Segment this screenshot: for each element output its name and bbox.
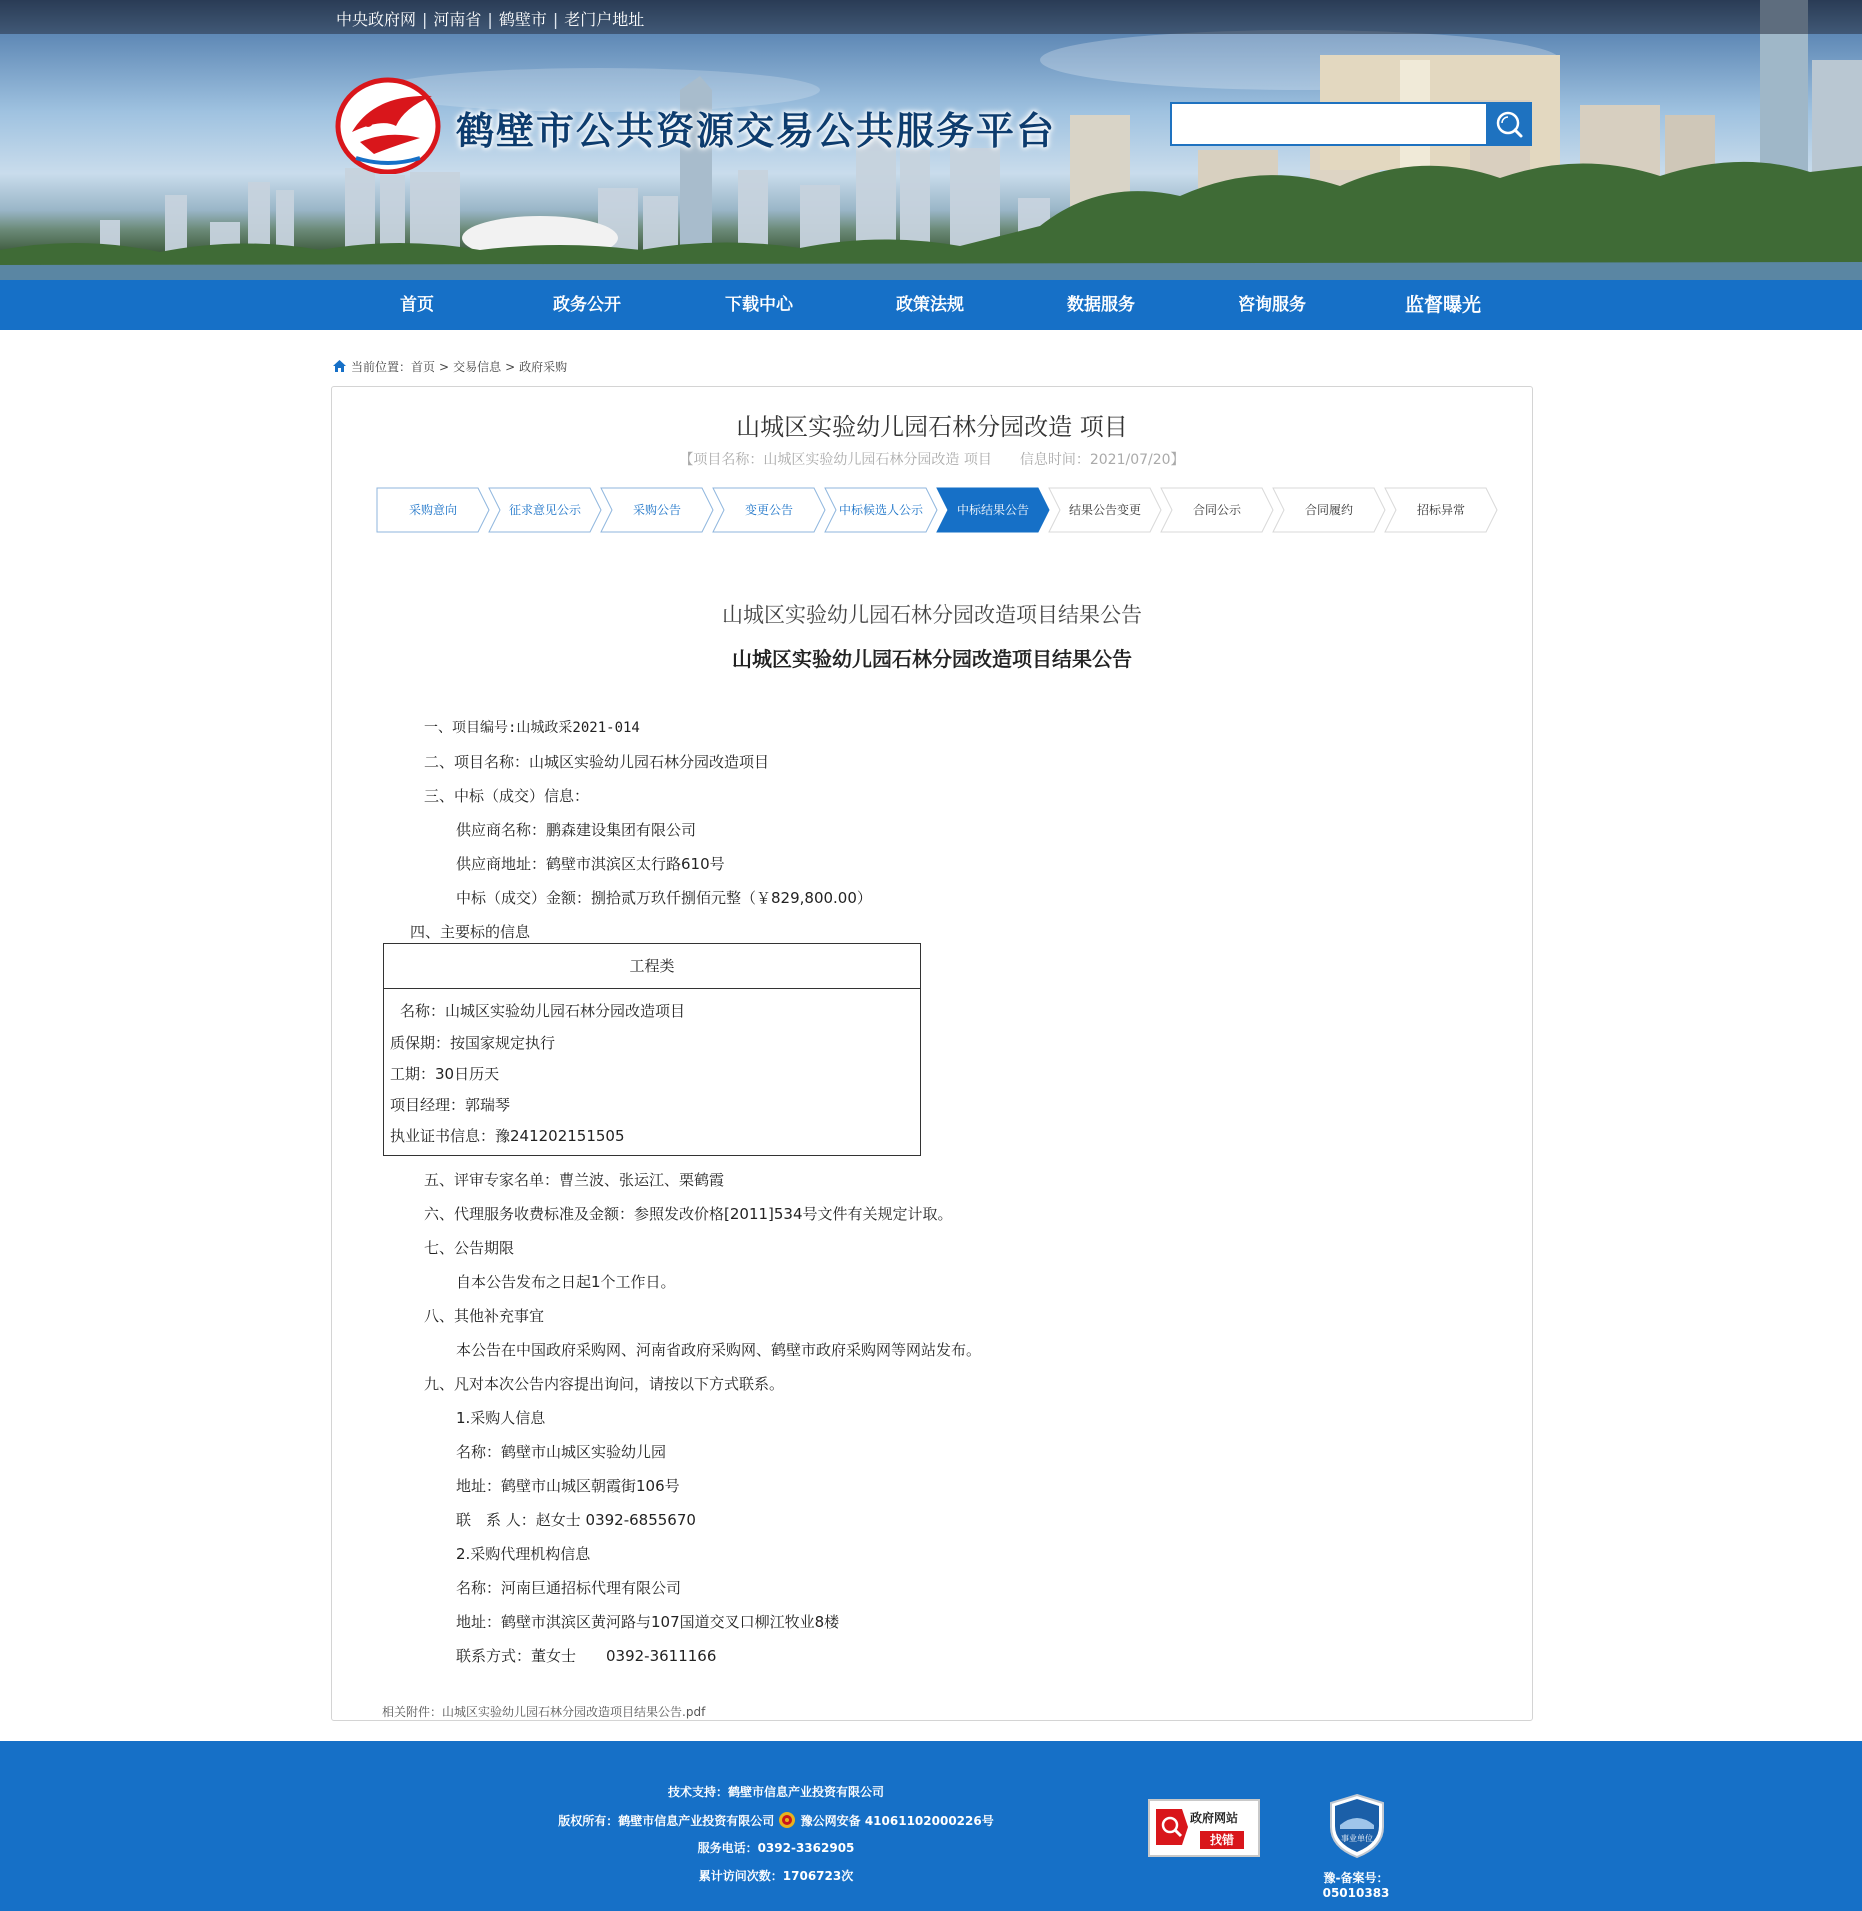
breadcrumb-gov-procurement[interactable]: 政府采购 — [519, 360, 568, 374]
section-project-name: 二、项目名称：山城区实验幼儿园石林分园改造项目 — [424, 753, 770, 771]
agency-contact: 联系方式：董女士 0392-3611166 — [456, 1647, 717, 1665]
footer-copyright: 版权所有：鹤壁市信息产业投资有限公司 — [558, 1814, 775, 1828]
section-contact: 九、凡对本次公告内容提出询问，请按以下方式联系。 — [424, 1375, 785, 1393]
search-button[interactable] — [1486, 102, 1532, 146]
step-label: 采购意向 — [408, 503, 457, 517]
site-logo-icon[interactable] — [334, 74, 446, 174]
table-row: 质保期：按国家规定执行 — [390, 1034, 556, 1052]
step-9[interactable] — [1272, 487, 1386, 533]
header-banner — [0, 0, 1862, 280]
other-body: 本公告在中国政府采购网、河南省政府采购网、鹤壁市政府采购网等网站发布。 — [456, 1341, 982, 1359]
supplier-name: 供应商名称：鹏森建设集团有限公司 — [456, 821, 697, 839]
home-icon — [332, 359, 347, 373]
breadcrumb-separator: > — [439, 360, 450, 374]
site-title: 鹤壁市公共资源交易公共服务平台 — [456, 108, 1057, 153]
nav-consulting[interactable]: 咨询服务 — [1238, 295, 1306, 315]
supplier-address: 供应商地址：鹤壁市淇滨区太行路610号 — [456, 855, 725, 873]
section-project-number — [424, 717, 640, 737]
section-experts: 五、评审专家名单：曹兰波、张运江、栗鹤霞 — [424, 1171, 725, 1189]
agency-info-title: 2.采购代理机构信息 — [456, 1545, 591, 1563]
nav-gov-affairs[interactable]: 政务公开 — [553, 295, 621, 315]
agency-name: 名称：河南巨通招标代理有限公司 — [456, 1579, 682, 1597]
top-separator: | — [552, 10, 559, 29]
step-5[interactable] — [824, 487, 938, 533]
section-subject-info: 四、主要标的信息 — [410, 923, 531, 941]
footer-police-record[interactable]: 豫公网安备 41061102000226号 — [800, 1814, 994, 1828]
page-meta: 【项目名称：山城区实验幼儿园石林分园改造 项目 信息时间：2021/07/20】 — [679, 452, 1185, 468]
footer — [0, 1741, 1862, 1911]
search-input[interactable] — [1170, 102, 1496, 146]
step-label: 采购公告 — [632, 503, 681, 517]
step-1[interactable] — [376, 487, 490, 533]
step-10[interactable] — [1384, 487, 1498, 533]
police-badge-icon — [778, 1811, 796, 1829]
magnifier-icon — [1154, 1805, 1190, 1849]
section-agency-fee: 六、代理服务收费标准及金额：参照发改价格[2011]534号文件有关规定计取。 — [424, 1205, 953, 1223]
badge-gov-site-text: 政府网站 — [1190, 1811, 1239, 1825]
content-panel — [331, 386, 1533, 1721]
step-label: 中标候选人公示 — [838, 503, 923, 517]
breadcrumb-label: 当前位置： — [351, 360, 412, 374]
link-henan[interactable]: 河南省 — [433, 10, 482, 29]
award-amount: 中标（成交）金额：捌拾贰万玖仟捌佰元整（￥829,800.00） — [456, 889, 872, 907]
nav-data-service[interactable]: 数据服务 — [1067, 295, 1135, 315]
table-row: 工期：30日历天 — [390, 1065, 500, 1083]
notice-heading: 山城区实验幼儿园石林分园改造项目结果公告 — [722, 603, 1142, 627]
step-label: 招标异常 — [1416, 503, 1465, 517]
link-central-gov[interactable]: 中央政府网 — [336, 10, 417, 29]
step-label: 变更公告 — [744, 503, 793, 517]
nav-home[interactable]: 首页 — [400, 295, 434, 315]
step-4[interactable] — [712, 487, 826, 533]
step-7[interactable] — [1048, 487, 1162, 533]
breadcrumb — [332, 358, 567, 375]
top-separator: | — [422, 10, 428, 29]
purchaser-contact: 联 系 人：赵女士 0392-6855670 — [456, 1511, 696, 1529]
step-6[interactable] — [936, 487, 1050, 533]
breadcrumb-separator: > — [505, 360, 516, 374]
notice-subheading: 山城区实验幼儿园石林分园改造项目结果公告 — [732, 647, 1132, 671]
step-3[interactable] — [600, 487, 714, 533]
section-other: 八、其他补充事宜 — [424, 1307, 545, 1325]
badge-public-institution-text: 事业单位 — [1341, 1834, 1373, 1843]
step-2[interactable] — [488, 487, 602, 533]
subject-table — [383, 943, 921, 1156]
footer-copyright-line — [276, 1811, 1276, 1829]
process-steps — [376, 487, 1496, 535]
breadcrumb-trade-info[interactable]: 交易信息 — [453, 360, 502, 374]
step-label: 合同履约 — [1304, 503, 1353, 517]
table-header: 工程类 — [384, 944, 920, 989]
top-link-bar — [0, 0, 1862, 34]
nav-downloads[interactable]: 下载中心 — [725, 295, 793, 315]
step-label: 结果公告变更 — [1068, 503, 1141, 517]
attachment-label: 相关附件： — [382, 1705, 443, 1719]
step-label: 中标结果公告 — [956, 503, 1029, 517]
footer-icp[interactable]: 豫-备案号：05010383 — [1322, 1871, 1390, 1900]
table-row: 名称：山城区实验幼儿园石林分园改造项目 — [400, 1002, 686, 1020]
purchaser-address: 地址：鹤壁市山城区朝霞街106号 — [456, 1477, 680, 1495]
gov-site-error-report-badge[interactable] — [1148, 1799, 1260, 1857]
footer-visits: 累计访问次数：1706723次 — [698, 1869, 854, 1883]
link-hebi[interactable]: 鹤壁市 — [498, 10, 547, 29]
top-separator: | — [487, 10, 493, 29]
section-notice-period: 七、公告期限 — [424, 1239, 515, 1257]
link-old-portal[interactable]: 老门户地址 — [564, 10, 645, 29]
agency-address: 地址：鹤壁市淇滨区黄河路与107国道交叉口柳江牧业8楼 — [456, 1613, 840, 1631]
breadcrumb-home[interactable]: 首页 — [411, 360, 436, 374]
table-row: 项目经理：郭瑞琴 — [390, 1096, 511, 1114]
main-nav — [0, 280, 1862, 330]
purchaser-info-title: 1.采购人信息 — [456, 1409, 546, 1427]
public-institution-shield-icon[interactable] — [1328, 1793, 1386, 1859]
top-links — [336, 7, 644, 30]
step-label: 征求意见公示 — [508, 503, 581, 517]
badge-find-error-text: 找错 — [1200, 1831, 1244, 1849]
attachment — [382, 1703, 705, 1720]
footer-tech-support: 技术支持：鹤壁市信息产业投资有限公司 — [667, 1785, 884, 1799]
purchaser-name: 名称：鹤壁市山城区实验幼儿园 — [456, 1443, 667, 1461]
search-icon — [1486, 102, 1532, 146]
step-8[interactable] — [1160, 487, 1274, 533]
step-label: 合同公示 — [1192, 503, 1241, 517]
section-project-number-text: 一、项目编号:山城政采2021-014 — [424, 720, 640, 736]
attachment-file-link[interactable]: 山城区实验幼儿园石林分园改造项目结果公告.pdf — [442, 1705, 706, 1719]
page-title: 山城区实验幼儿园石林分园改造 项目 — [736, 413, 1128, 441]
nav-supervision[interactable]: 监督曝光 — [1404, 294, 1481, 316]
notice-period-body: 自本公告发布之日起1个工作日。 — [456, 1273, 676, 1291]
section-award-info: 三、中标（成交）信息： — [424, 787, 590, 805]
footer-phone: 服务电话：0392-3362905 — [697, 1841, 855, 1855]
search-box — [1170, 102, 1532, 146]
nav-policies[interactable]: 政策法规 — [896, 295, 964, 315]
table-row: 执业证书信息：豫241202151505 — [390, 1127, 625, 1145]
